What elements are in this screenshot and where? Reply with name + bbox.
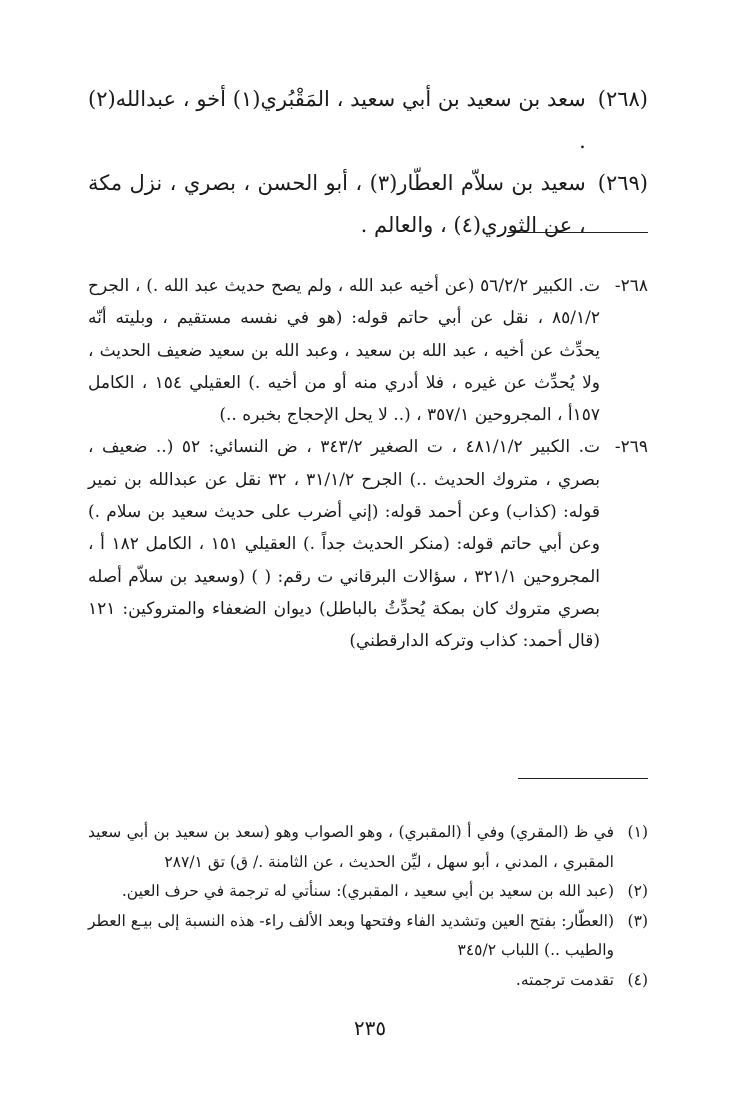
entry-text: سعيد بن سلاّم العطّار(٣) ، أبو الحسن ، بصري ، نزل مكة ، عن الثوري(٤) ، والعالم .	[88, 171, 586, 237]
footnote-text: (عبد الله بن سعيد بن أبي سعيد ، المقبري): سنأتي له ترجمة في حرف العين.	[121, 882, 614, 900]
footnote-number: (٢)	[627, 882, 648, 900]
entry-number: (٢٦٩)	[597, 171, 648, 195]
note-number: ٢٦٩-	[614, 437, 648, 458]
entry-268	[88, 78, 648, 162]
footnote-1	[88, 818, 648, 877]
footnote-text: تقدمت ترجمته.	[515, 970, 614, 989]
note-text: ت. الكبير ٥٦/٢/٢ (عن أخيه عبد الله ، ولم يصح حديث عبد الله .) ، الجرح ٨٥/١/٢ ، نقل عن أبي حاتم قوله: (هو في نفسه مستقيم ، وبليته أنّه يحدِّث عن أخيه ، عبد الله بن سعيد ، وعبد الله بن سعيد ضعيف الحديث ، ولا يُحدِّث عن غيره ، فلا أدري منه أو من أخيه .) العقيلي ١٥٤ ، الكامل ١٥٧أ ، المجروحين ٣٥٧/١ ، (.. لا يحل الإحجاج بخبره ..)	[88, 276, 601, 426]
note-text: ت. الكبير ٤٨١/١/٢ ، ت الصغير ٣٤٣/٢ ، ض النسائي: ٥٢ (.. ضعيف ، بصري ، متروك الحديث ..) الجرح ٣١/١/٢ ، ٣٢ نقل عن عبدالله بن نمير قوله: (كذاب) وعن أحمد قوله: (إني أضرب على حديث سعيد بن سلام .) وعن أبي حاتم قوله: (منكر الحديث جداً .) العقيلي ١٥١ ، الكامل ١٨٢ أ ، المجروحين ٣٢١/١ ، سؤالات البرقاني ت رقم: ( ) (وسعيد بن سلاّم أصله بصري متروك كان بمكة يُحدِّثُ بالباطل) ديوان الضعفاء والمتروكين: ١٢١ (قال أحمد: كذاب وتركه الدارقطني)	[88, 437, 600, 652]
note-number: ٢٦٨-	[614, 276, 648, 296]
footnote-2	[88, 877, 648, 907]
biographical-entries	[88, 78, 648, 246]
note-269	[88, 431, 648, 657]
footnote-number: (٤)	[627, 970, 648, 989]
entry-number: (٢٦٨)	[597, 87, 648, 111]
footnote-number: (١)	[627, 823, 648, 841]
entry-269	[88, 162, 648, 246]
section-divider	[508, 232, 648, 233]
footnote-text: في ظ (المقري) وفي أ (المقبري) ، وهو الصواب وهو (سعد بن سعيد بن أبي سعيد المقبري ، المدني ، أبو سهل ، ليِّن الحديث ، عن الثامنة ./ ق) تق ٢٨٧/١	[88, 823, 614, 871]
footnote-text: (العطّار: بفتح العين وتشديد الفاء وفتحها وبعد الألف راء- هذه النسبة إلى بيـع العطر والطيب ..) اللباب ٣٤٥/٢	[88, 911, 614, 959]
footnote-3	[88, 907, 648, 966]
entry-text: سعد بن سعيد بن أبي سعيد ، المَقْبُري(١) أخو ، عبدالله(٢) .	[88, 87, 586, 153]
note-268	[88, 270, 648, 431]
source-notes	[88, 270, 648, 658]
footnotes	[88, 818, 648, 995]
footnote-4	[88, 966, 648, 996]
page-number: ٢٣٥	[353, 1016, 387, 1040]
footnote-number: (٣)	[627, 911, 648, 930]
footnote-divider	[518, 778, 648, 779]
